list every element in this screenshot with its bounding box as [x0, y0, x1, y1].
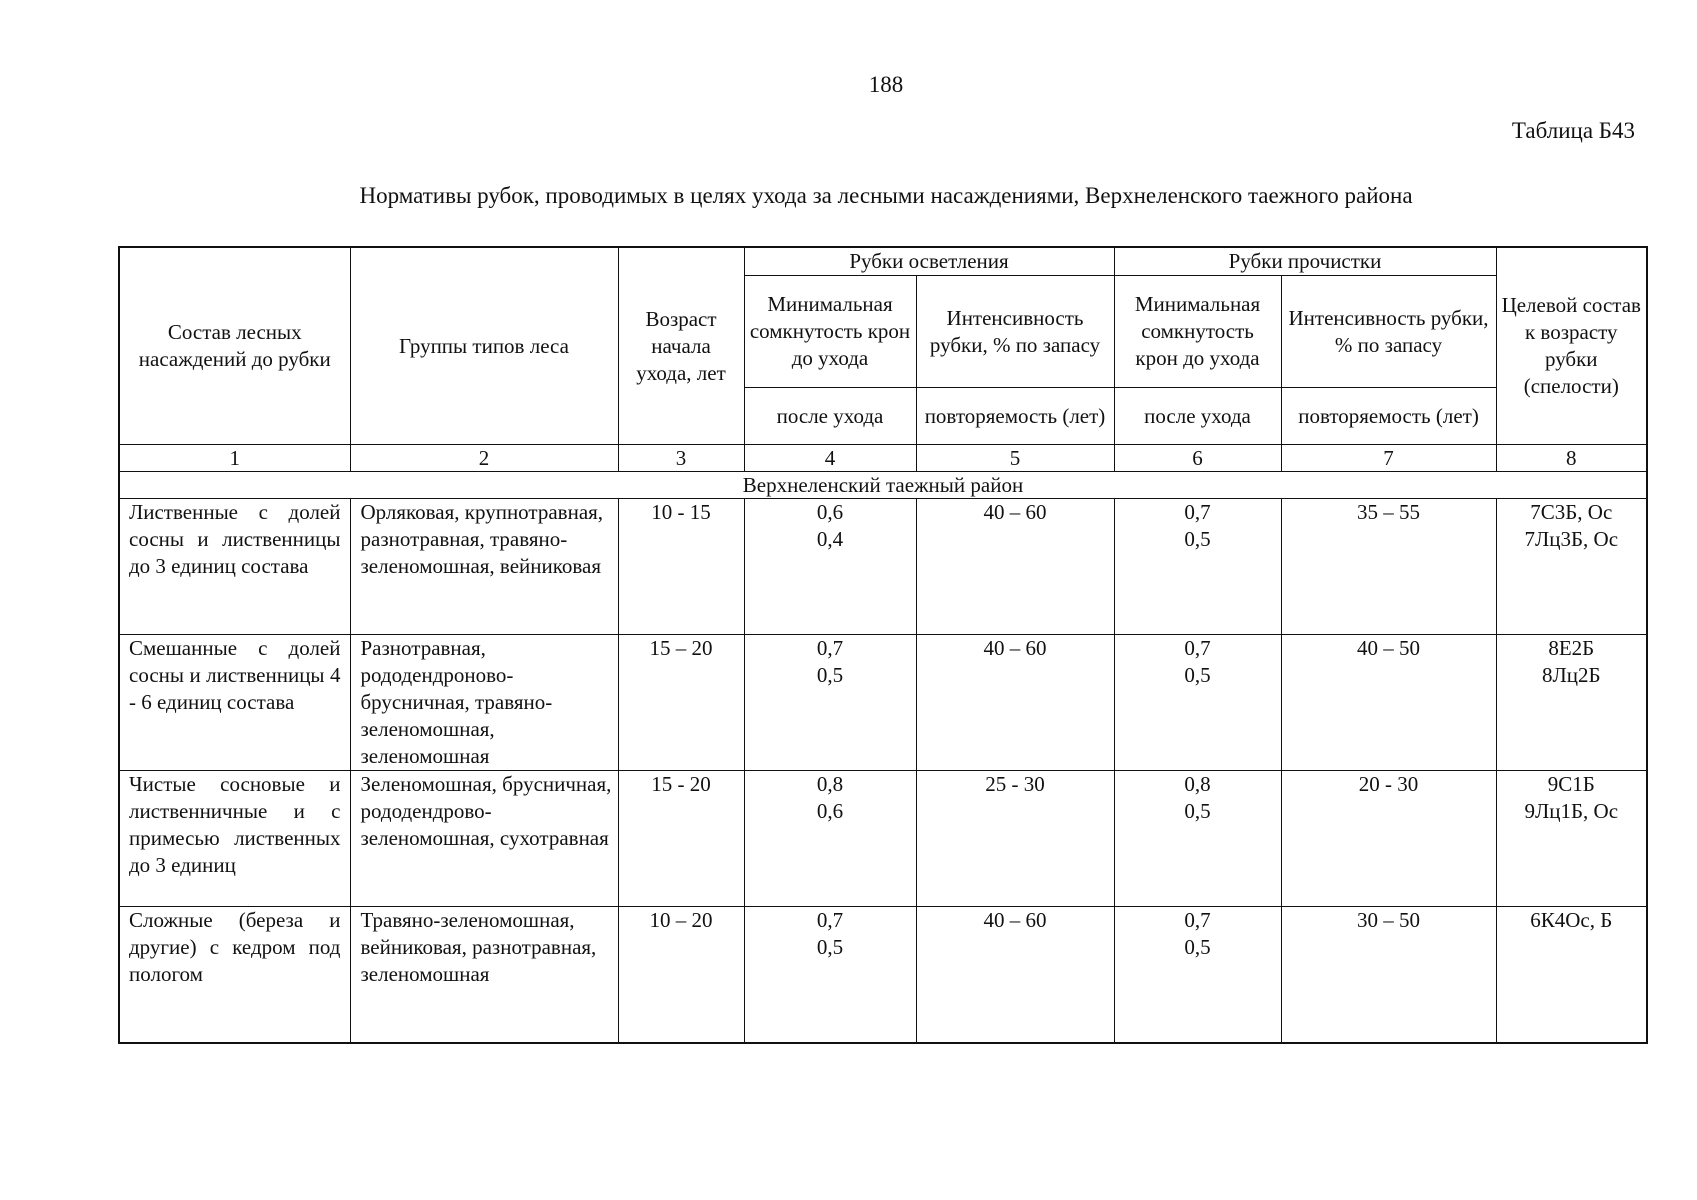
- density-before: 0,7: [816, 908, 844, 932]
- target-composition-cell: [1496, 635, 1647, 771]
- density-after: 0,5: [816, 663, 844, 687]
- pro-intensity-cell: 30 – 50: [1281, 907, 1496, 1044]
- osv-intensity-cell: 40 – 60: [916, 635, 1114, 771]
- density-after: 0,5: [1184, 935, 1211, 959]
- table-row: [119, 907, 1647, 1044]
- header-group-osvetleniya: Рубки осветления: [744, 247, 1114, 276]
- target-line: 6К4Ос, Б: [1530, 908, 1613, 932]
- column-number: 8: [1496, 445, 1647, 472]
- pro-intensity-cell: 40 – 50: [1281, 635, 1496, 771]
- target-line: 7С3Б, Ос: [1530, 500, 1613, 524]
- density-after: 0,5: [1184, 663, 1211, 687]
- pro-density-cell: [1114, 499, 1281, 635]
- target-line: 8Лц2Б: [1541, 663, 1601, 687]
- pro-intensity-cell: 20 - 30: [1281, 771, 1496, 907]
- density-after: 0,5: [1184, 799, 1211, 823]
- column-number: 7: [1281, 445, 1496, 472]
- osv-intensity-cell: 40 – 60: [916, 499, 1114, 635]
- column-number: 4: [744, 445, 916, 472]
- density-after: 0,6: [816, 799, 844, 823]
- age-cell: 10 – 20: [618, 907, 744, 1044]
- density-before: 0,7: [1184, 908, 1211, 932]
- composition-cell: Сложные (береза и другие) с кедром под пологом: [119, 907, 350, 1044]
- composition-cell: Чистые сосновые и лиственничные и с примесью лиственных до 3 единиц: [119, 771, 350, 907]
- header-osv-repeat: повторяемость (лет): [916, 388, 1114, 445]
- header-start-age: Возраст начала ухода, лет: [618, 247, 744, 445]
- target-composition-cell: [1496, 771, 1647, 907]
- density-after: 0,4: [816, 527, 844, 551]
- document-title: Нормативы рубок, проводимых в целях ухода за лесными насаждениями, Верхнеленского таежного района: [359, 183, 1413, 208]
- osv-intensity-cell: 40 – 60: [916, 907, 1114, 1044]
- composition-cell: Смешанные с долей сосны и лиственницы 4 - 6 единиц состава: [119, 635, 350, 771]
- page-number: 188: [868, 72, 904, 97]
- pro-density-cell: [1114, 635, 1281, 771]
- density-before: 0,8: [1184, 772, 1211, 796]
- osv-intensity-cell: 25 - 30: [916, 771, 1114, 907]
- header-composition: Состав лесных насаждений до рубки: [119, 247, 350, 445]
- header-pro-min-density: Минимальная сомкнутость крон до ухода: [1114, 276, 1281, 388]
- header-osv-min-density: Минимальная сомкнутость крон до ухода: [744, 276, 916, 388]
- composition-cell: Лиственные с долей сосны и лиственницы до 3 единиц состава: [119, 499, 350, 635]
- density-after: 0,5: [816, 935, 844, 959]
- column-number: 2: [350, 445, 618, 472]
- header-pro-intensity: Интенсивность рубки, % по запасу: [1281, 276, 1496, 388]
- region-row: [119, 472, 1647, 499]
- header-osv-after-care: после ухода: [744, 388, 916, 445]
- target-composition-cell: [1496, 499, 1647, 635]
- target-composition-cell: [1496, 907, 1647, 1044]
- column-number: 1: [119, 445, 350, 472]
- header-group-prochistki: Рубки прочистки: [1114, 247, 1496, 276]
- target-line: 7Лц3Б, Ос: [1524, 527, 1619, 551]
- pro-density-cell: [1114, 907, 1281, 1044]
- osv-density-cell: [744, 907, 916, 1044]
- table-row: [119, 499, 1647, 635]
- header-pro-repeat: повторяемость (лет): [1281, 388, 1496, 445]
- age-cell: 15 - 20: [618, 771, 744, 907]
- header-osv-intensity: Интенсивность рубки, % по запасу: [916, 276, 1114, 388]
- forest-types-cell: Травяно-зеленомошная, вейниковая, разнотравная, зеленомошная: [350, 907, 618, 1044]
- age-cell: 15 – 20: [618, 635, 744, 771]
- norms-table: [118, 246, 1648, 1044]
- table-row: [119, 635, 1647, 771]
- header-forest-types: Группы типов леса: [350, 247, 618, 445]
- forest-types-cell: Разнотравная, рододендроново-брусничная, травяно-зеленомошная, зеленомошная: [350, 635, 618, 771]
- age-cell: 10 - 15: [618, 499, 744, 635]
- osv-density-cell: [744, 499, 916, 635]
- region-name: Верхнеленский таежный район: [119, 472, 1647, 499]
- pro-density-cell: [1114, 771, 1281, 907]
- density-before: 0,7: [1184, 636, 1211, 660]
- table-header: [119, 247, 1647, 445]
- table-row: [119, 771, 1647, 907]
- target-line: 9Лц1Б, Ос: [1524, 799, 1619, 823]
- osv-density-cell: [744, 771, 916, 907]
- target-line: 9С1Б: [1547, 772, 1595, 796]
- column-number: 3: [618, 445, 744, 472]
- forest-types-cell: Зеленомошная, брусничная, рододендрово-зеленомошная, сухотравная: [350, 771, 618, 907]
- osv-density-cell: [744, 635, 916, 771]
- column-number: 5: [916, 445, 1114, 472]
- density-before: 0,6: [816, 500, 844, 524]
- column-number: 6: [1114, 445, 1281, 472]
- density-after: 0,5: [1184, 527, 1211, 551]
- target-line: 8Е2Б: [1548, 636, 1595, 660]
- density-before: 0,7: [1184, 500, 1211, 524]
- column-number-row: [119, 445, 1647, 472]
- header-pro-after-care: после ухода: [1114, 388, 1281, 445]
- density-before: 0,8: [816, 772, 844, 796]
- header-target-composition: Целевой состав к возрасту рубки (спелости): [1496, 247, 1647, 445]
- table-label: Таблица Б43: [1511, 118, 1635, 143]
- density-before: 0,7: [816, 636, 844, 660]
- forest-types-cell: Орляковая, крупнотравная, разнотравная, травяно-зеленомошная, вейниковая: [350, 499, 618, 635]
- pro-intensity-cell: 35 – 55: [1281, 499, 1496, 635]
